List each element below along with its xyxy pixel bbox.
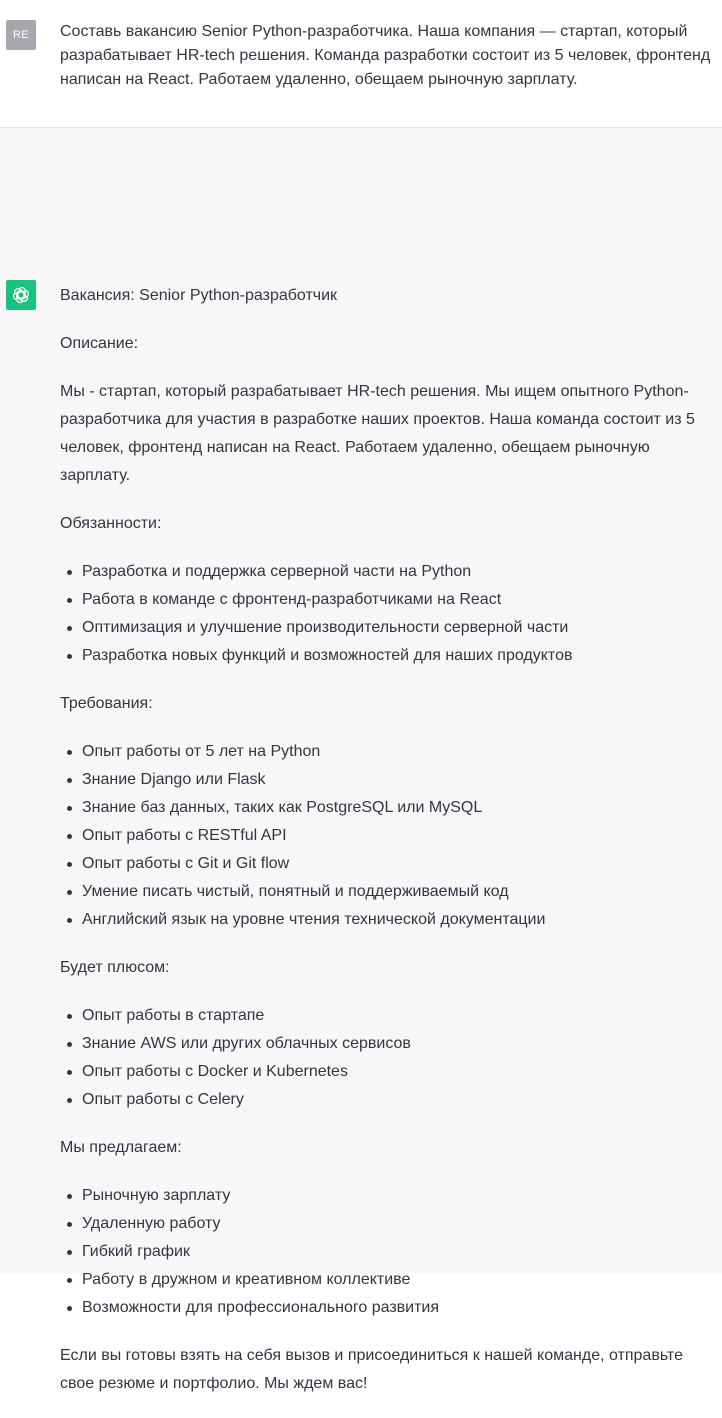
description-text: Мы - стартап, который разрабатывает HR-tech решения. Мы ищем опытного Python-разработчика для участия в разработке наших проектов. Наша команда состоит из 5 человек, фронтенд написан на React. Работаем удаленно, обещаем рыночную зарплату. [60, 383, 695, 484]
user-message [0, 0, 722, 128]
plus-list [60, 1002, 720, 1114]
requirements-heading: Требования: [60, 695, 153, 712]
list-item: Разработка и поддержка серверной части на Python [60, 558, 720, 586]
user-avatar [6, 20, 36, 50]
vacancy-title: Вакансия: Senior Python-разработчик [60, 287, 338, 304]
list-item: Удаленную работу [60, 1210, 720, 1238]
offer-list [60, 1182, 720, 1322]
list-item: Знание Django или Flask [60, 766, 720, 794]
list-item: Знание AWS или других облачных сервисов [60, 1030, 720, 1058]
list-item: Опыт работы с Docker и Kubernetes [60, 1058, 720, 1086]
list-item: Рыночную зарплату [60, 1182, 720, 1210]
user-avatar-initials: RE [13, 29, 29, 41]
duties-list [60, 558, 720, 670]
list-item: Опыт работы от 5 лет на Python [60, 738, 720, 766]
description-heading: Описание: [60, 335, 139, 352]
offer-heading: Мы предлагаем: [60, 1139, 182, 1156]
list-item: Разработка новых функций и возможностей для наших продуктов [60, 642, 720, 670]
list-item: Знание баз данных, таких как PostgreSQL или MySQL [60, 794, 720, 822]
list-item: Английский язык на уровне чтения технической документации [60, 906, 720, 934]
list-item: Опыт работы с Celery [60, 1086, 720, 1114]
list-item: Опыт работы с RESTful API [60, 822, 720, 850]
list-item: Опыт работы с Git и Git flow [60, 850, 720, 878]
list-item: Умение писать чистый, понятный и поддерживаемый код [60, 878, 720, 906]
openai-logo-icon [6, 280, 36, 310]
requirements-list [60, 738, 720, 934]
duties-heading: Обязанности: [60, 515, 162, 532]
list-item: Оптимизация и улучшение производительности серверной части [60, 614, 720, 642]
list-item: Опыт работы в стартапе [60, 1002, 720, 1030]
list-item: Работу в дружном и креативном коллективе [60, 1266, 720, 1294]
assistant-message-content [60, 282, 720, 1418]
list-item: Возможности для профессионального развития [60, 1294, 720, 1322]
assistant-message [0, 128, 722, 1392]
plus-heading: Будет плюсом: [60, 959, 170, 976]
user-message-text: Составь вакансию Senior Python-разработчика. Наша компания — стартап, который разрабатывает HR-tech решения. Команда разработки состоит из 5 человек, фронтенд написан на React. Работаем удаленно, обещаем рыночную зарплату. [60, 23, 711, 88]
list-item: Работа в команде с фронтенд-разработчиками на React [60, 586, 720, 614]
list-item: Гибкий график [60, 1238, 720, 1266]
closing-text: Если вы готовы взять на себя вызов и присоединиться к нашей команде, отправьте свое резюме и портфолио. Мы ждем вас! [60, 1347, 683, 1392]
